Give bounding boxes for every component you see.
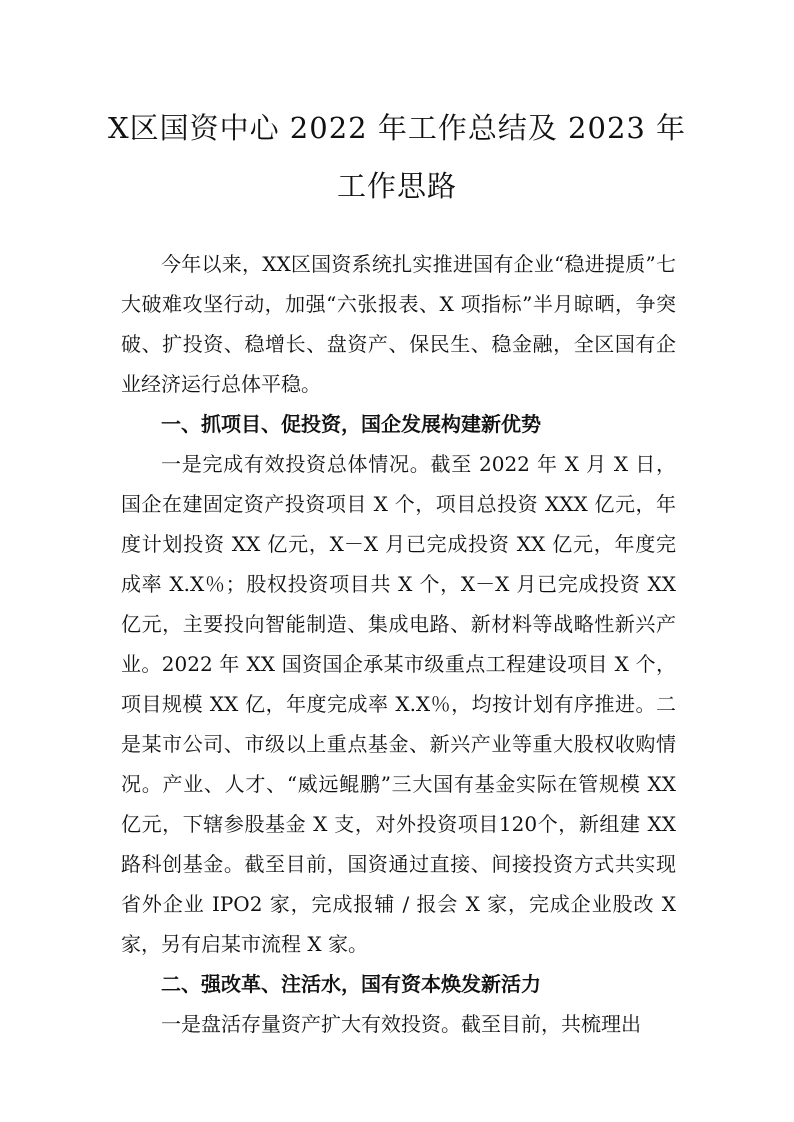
title-line-1: X区国资中心 2022 年工作总结及 2023 年 [107,111,687,145]
title-line-2: 工作思路 [336,169,457,203]
section-1-paragraph: 一是完成有效投资总体情况。截至 2022 年 X 月 X 日，国企在建固定资产投资项目 X 个，项目总投资 XXX 亿元，年度计划投资 XX 亿元，X－X 月已完成投资 XX 亿元，年度完成率 X.X％；股权投资项目共 X 个，X－X 月已完成投资 XX 亿元，主要投向智能制造、集成电路、新材料等战略性新兴产业。2022 年 XX 国资国企承某市级重点工程建设项目 X 个，项目规模 XX 亿，年度完成率 X.X％，均按计划有序推进。二是某市公司、市级以上重点基金、新兴产业等重大股权收购情况。产业、人才、“威远鲲鹏”三大国有基金实际在管规模 XX 亿元，下辖参股基金 X 支，对外投资项目120个，新组建 XX 路科创基金。截至目前，国资通过直接、间接投资方式共实现省外企业 IPO2 家，完成报辅 / 报会 X 家，完成企业股改 X 家，另有启某市流程 X 家。 [121,452,676,956]
section-1-heading: 一、抓项目、促投资，国企发展构建新优势 [161,412,541,436]
section-2-paragraph: 一是盘活存量资产扩大有效投资。截至目前，共梳理出 [161,1012,641,1036]
section-2-heading: 二、强改革、注活水，国有资本焕发新活力 [161,972,541,996]
intro-paragraph: 今年以来，XX区国资系统扎实推进国有企业“稳进提质”七大破难攻坚行动，加强“六张报表、X 项指标”半月晾晒，争突破、扩投资、稳增长、盘资产、保民生、稳金融，全区国有企业经济运行总体平稳。 [121,252,676,396]
document-body [121,244,676,1044]
